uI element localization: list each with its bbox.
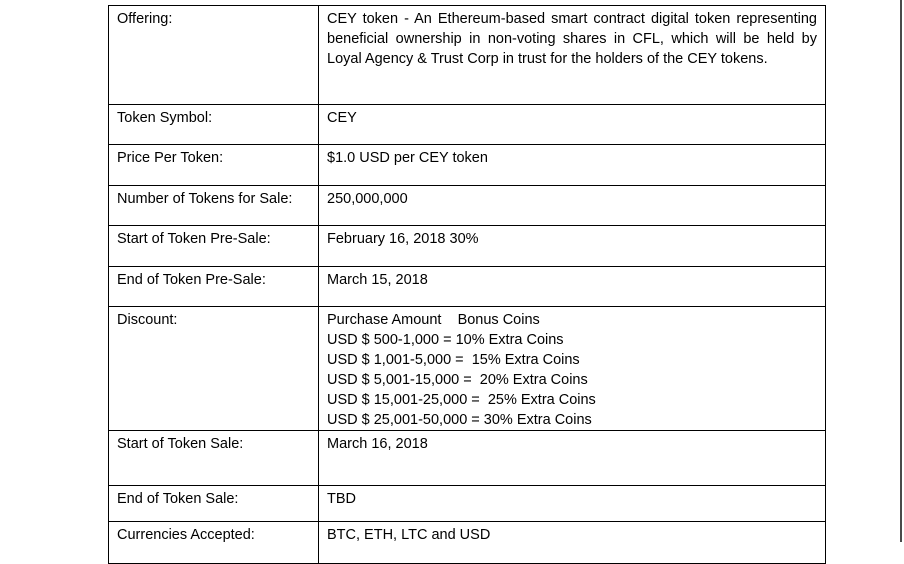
offering-label: Offering: xyxy=(109,6,319,105)
token-count-value: 250,000,000 xyxy=(319,186,826,226)
token-symbol-value: CEY xyxy=(319,105,826,145)
table-row-presale-end xyxy=(109,267,826,307)
presale-end-value: March 15, 2018 xyxy=(319,267,826,307)
token-terms-table xyxy=(108,5,826,564)
page-edge-divider xyxy=(900,0,902,542)
presale-start-value: February 16, 2018 30% xyxy=(319,226,826,267)
table-row-token-count xyxy=(109,186,826,226)
discount-tier: USD $ 1,001-5,000 = 15% Extra Coins xyxy=(327,352,580,368)
table-row-offering xyxy=(109,6,826,105)
discount-tier: USD $ 25,001-50,000 = 30% Extra Coins xyxy=(327,412,592,428)
discount-schedule xyxy=(319,307,826,431)
discount-tier: USD $ 500-1,000 = 10% Extra Coins xyxy=(327,332,564,348)
table-row-sale-end xyxy=(109,486,826,522)
token-count-label: Number of Tokens for Sale: xyxy=(109,186,319,226)
discount-header: Purchase Amount Bonus Coins xyxy=(327,312,540,328)
presale-start-label: Start of Token Pre-Sale: xyxy=(109,226,319,267)
currencies-label: Currencies Accepted: xyxy=(109,522,319,564)
currencies-value: BTC, ETH, LTC and USD xyxy=(319,522,826,564)
table-row-discount xyxy=(109,307,826,431)
sale-end-value: TBD xyxy=(319,486,826,522)
discount-label: Discount: xyxy=(109,307,319,431)
table-row-token-symbol xyxy=(109,105,826,145)
price-value: $1.0 USD per CEY token xyxy=(319,145,826,186)
presale-end-label: End of Token Pre-Sale: xyxy=(109,267,319,307)
sale-start-value: March 16, 2018 xyxy=(319,431,826,486)
discount-tier: USD $ 15,001-25,000 = 25% Extra Coins xyxy=(327,392,596,408)
discount-tier: USD $ 5,001-15,000 = 20% Extra Coins xyxy=(327,372,588,388)
table-row-price xyxy=(109,145,826,186)
sale-start-label: Start of Token Sale: xyxy=(109,431,319,486)
offering-value: CEY token - An Ethereum-based smart contract digital token representing beneficial ownership in non-voting shares in CFL, which will be held by Loyal Agency & Trust Corp in trust for the holders of the CEY tokens. xyxy=(319,6,826,105)
table-row-sale-start xyxy=(109,431,826,486)
sale-end-label: End of Token Sale: xyxy=(109,486,319,522)
table-row-currencies xyxy=(109,522,826,564)
table-row-presale-start xyxy=(109,226,826,267)
token-symbol-label: Token Symbol: xyxy=(109,105,319,145)
price-label: Price Per Token: xyxy=(109,145,319,186)
